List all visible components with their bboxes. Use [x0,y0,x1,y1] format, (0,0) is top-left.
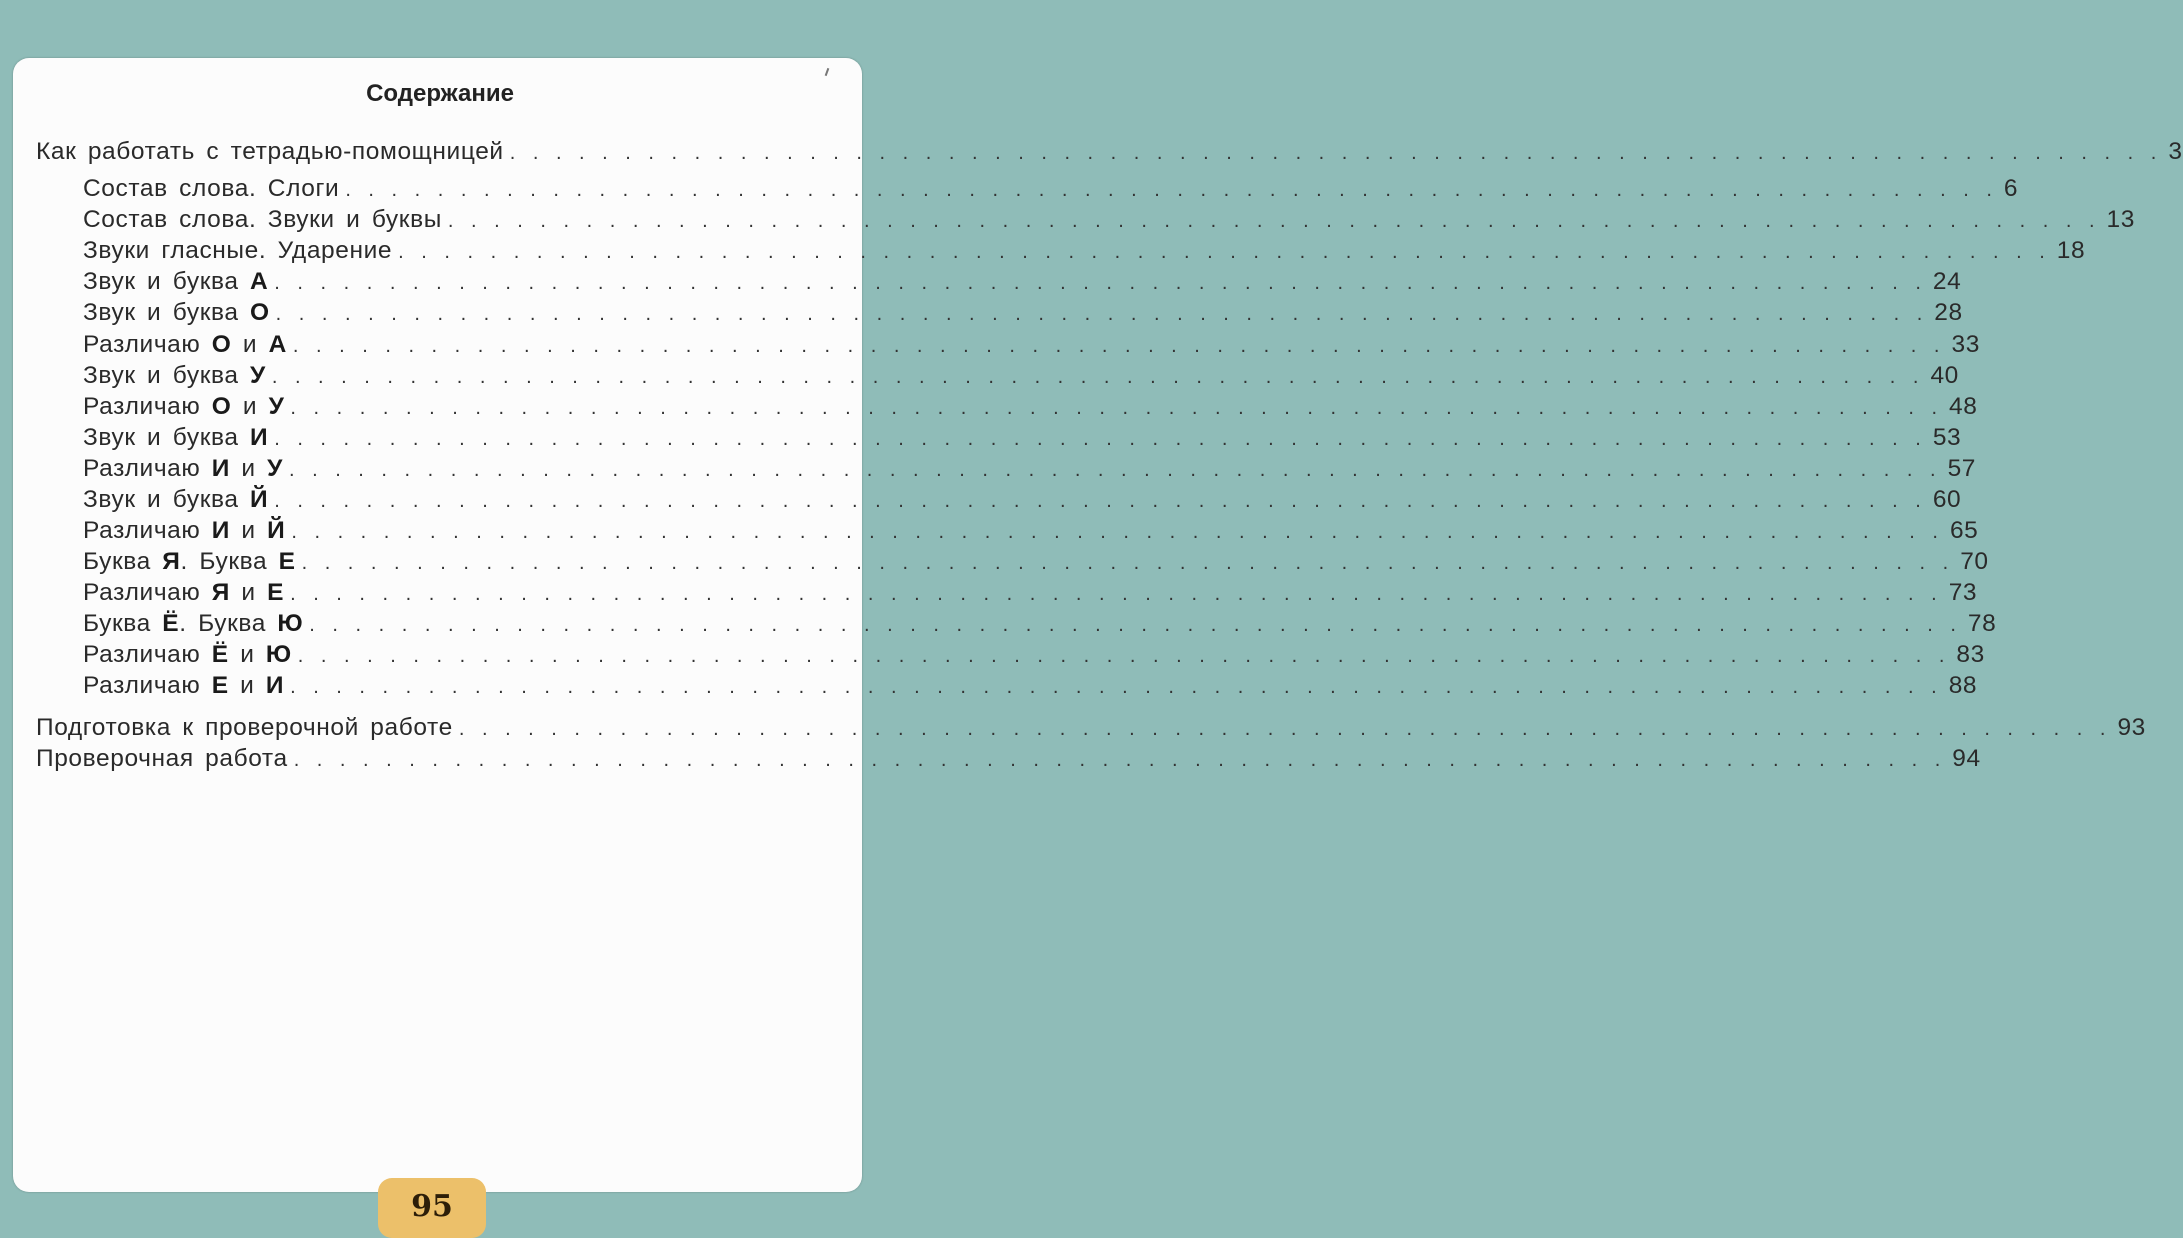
toc-entry [83,237,2086,265]
toc-page-number: 60 [1932,486,1962,513]
toc-text: и [228,641,266,668]
toc-text: Различаю [83,331,212,358]
toc-entry-title [83,331,287,359]
toc-page-number: 3 [2168,138,2183,165]
toc-letter: Е [211,672,229,699]
toc-page-number: 73 [1948,579,1978,606]
toc-page-number: 28 [1934,299,1963,326]
toc-text: Различаю [83,579,212,606]
toc-letter: И [211,455,231,482]
toc-page-number: 94 [1952,745,1981,772]
toc-letter: О [249,299,270,326]
toc-entry-title [83,175,339,203]
toc-page-number: 57 [1947,455,1977,482]
toc-entry-title [83,548,296,576]
toc-entry [83,455,1977,483]
toc-text: и [231,331,269,358]
toc-text: Различаю [83,393,212,420]
toc-text: Звук и буква [83,424,250,451]
toc-letter: Й [249,486,269,513]
page-title: Содержание [366,80,514,107]
toc-text: . Буква [180,548,279,575]
toc-entry-title [36,745,288,773]
toc-page-number: 93 [2117,714,2146,741]
toc-leader-dots: . . . . . . . . . . . . . . . . . . . . . . . . . . . . . . . . . . . . . . . . . . . . . . . . . . . . . . . . . . . . . . . . . . . . . . . . [290,676,1943,698]
toc-page-number: 70 [1960,548,1989,575]
toc-entry [36,745,1981,773]
toc-letter: О [211,331,232,358]
toc-text: Звуки гласные. Ударение [83,237,393,264]
toc-text: Подготовка к проверочной работе [36,714,453,741]
toc-entry [83,548,1989,576]
toc-entry-title [83,393,284,421]
toc-text: Звук и буква [83,486,250,513]
toc-text: Состав слова. Звуки и буквы [83,206,442,233]
toc-entry-title [83,206,442,234]
toc-leader-dots: . . . . . . . . . . . . . . . . . . . . . . . . . . . . . . . . . . . . . . . . . . . . . . . . . . . . . . . . . . . . . . . . . . . . . . . . [293,749,1947,771]
toc-page-number: 6 [2003,175,2019,202]
toc-entry [83,517,1979,545]
toc-text: Звук и буква [83,268,250,295]
toc-letter: Ю [265,641,292,668]
toc-leader-dots: . . . . . . . . . . . . . . . . . . . . . . . . . . . . . . . . . . . . . . . . . . . . . . . . . . . . . . . . . . . . . . . . . . . . . . . . [274,490,1927,512]
toc-entry-title [83,641,292,669]
toc-text: Проверочная работа [36,745,288,772]
toc-entry [83,486,1962,514]
toc-text: и [230,517,268,544]
toc-entry-title [83,486,268,514]
toc-entry [83,299,1963,327]
toc-entry-title [83,579,284,607]
toc-leader-dots: . . . . . . . . . . . . . . . . . . . . . . . . . . . . . . . . . . . . . . . . . . . . . . . . . . . . . . . . . . . . . . . . . . . . . . . . [458,718,2112,740]
toc-text: Различаю [83,672,212,699]
toc-entry-title [83,299,270,327]
page-number-badge: 95 [378,1178,486,1238]
toc-entry [83,672,1978,700]
toc-entry-title [83,362,266,390]
toc-letter: Я [162,548,181,575]
toc-leader-dots: . . . . . . . . . . . . . . . . . . . . . . . . . . . . . . . . . . . . . . . . . . . . . . . . . . . . . . . . . . . . . . . . . . . . . . . . [398,241,2051,263]
toc-page-number: 78 [1967,610,1997,637]
toc-entry [83,393,1978,421]
toc-entry [83,362,1959,390]
toc-entry [36,138,2183,166]
toc-letter: А [249,268,269,295]
toc-letter: Ё [162,610,180,637]
toc-text: Различаю [83,517,212,544]
toc-entry [83,206,2135,234]
toc-leader-dots: . . . . . . . . . . . . . . . . . . . . . . . . . . . . . . . . . . . . . . . . . . . . . . . . . . . . . . . . . . . . . . . . . . . . . . . . [274,428,1927,450]
toc-entry [83,610,1997,638]
toc-page-number: 33 [1951,331,1980,358]
toc-letter: У [268,393,285,420]
toc-entry [83,641,1985,669]
toc-leader-dots: . . . . . . . . . . . . . . . . . . . . . . . . . . . . . . . . . . . . . . . . . . . . . . . . . . . . . . . . . . . . . . . . . . . . . . . . [309,614,1962,636]
toc-letter: Е [278,548,296,575]
toc-page-number: 83 [1956,641,1985,668]
toc-letter: И [265,672,285,699]
toc-leader-dots: . . . . . . . . . . . . . . . . . . . . . . . . . . . . . . . . . . . . . . . . . . . . . . . . . . . . . . . . . . . . . . . . . . . . . . . . [290,397,1944,419]
toc-entry-title [83,237,392,265]
toc-entry-title [36,138,504,166]
toc-text: . Буква [179,610,278,637]
toc-page-number: 65 [1949,517,1979,544]
toc-page-number: 40 [1930,362,1959,389]
toc-text: Звук и буква [83,362,250,389]
toc-leader-dots: . . . . . . . . . . . . . . . . . . . . . . . . . . . . . . . . . . . . . . . . . . . . . . . . . . . . . . . . . . . . . . . . . . . . . . . . [509,142,2163,164]
toc-letter: У [249,362,266,389]
toc-letter: Ю [277,610,304,637]
toc-leader-dots: . . . . . . . . . . . . . . . . . . . . . . . . . . . . . . . . . . . . . . . . . . . . . . . . . . . . . . . . . . . . . . . . . . . . . . . . [297,645,1951,667]
toc-entry [83,331,1980,359]
toc-text: Звук и буква [83,299,250,326]
toc-letter: Ё [211,641,229,668]
toc-letter: Й [267,517,286,544]
toc-entry-title [36,714,453,742]
toc-leader-dots: . . . . . . . . . . . . . . . . . . . . . . . . . . . . . . . . . . . . . . . . . . . . . . . . . . . . . . . . . . . . . . . . . . . . . . . . [291,521,1944,543]
toc-text: Различаю [83,641,212,668]
toc-letter: О [211,393,232,420]
toc-entry-title [83,455,283,483]
toc-leader-dots: . . . . . . . . . . . . . . . . . . . . . . . . . . . . . . . . . . . . . . . . . . . . . . . . . . . . . . . . . . . . . . . . . . . . . . . . [290,583,1943,605]
toc-page-number: 88 [1948,672,1978,699]
toc-leader-dots: . . . . . . . . . . . . . . . . . . . . . . . . . . . . . . . . . . . . . . . . . . . . . . . . . . . . . . . . . . . . . . . . . . . . . . . . [275,303,1929,325]
toc-leader-dots: . . . . . . . . . . . . . . . . . . . . . . . . . . . . . . . . . . . . . . . . . . . . . . . . . . . . . . . . . . . . . . . . . . . . . . . . [274,272,1927,294]
toc-entry-title [83,517,285,545]
toc-leader-dots: . . . . . . . . . . . . . . . . . . . . . . . . . . . . . . . . . . . . . . . . . . . . . . . . . . . . . . . . . . . . . . . . . . . . . . . . [447,210,2101,232]
toc-leader-dots: . . . . . . . . . . . . . . . . . . . . . . . . . . . . . . . . . . . . . . . . . . . . . . . . . . . . . . . . . . . . . . . . . . . . . . . . [288,459,1942,481]
toc-entry [36,714,2146,742]
toc-text: и [230,455,268,482]
toc-page-number: 53 [1932,424,1962,451]
toc-text: Различаю [83,455,212,482]
toc-letter: И [249,424,269,451]
toc-leader-dots: . . . . . . . . . . . . . . . . . . . . . . . . . . . . . . . . . . . . . . . . . . . . . . . . . . . . . . . . . . . . . . . . . . . . . . . . [301,552,1955,574]
toc-letter: У [267,455,283,482]
toc-page-number: 18 [2056,237,2086,264]
toc-letter: А [268,331,287,358]
toc-entry-title [83,424,268,452]
toc-entry-title [83,268,268,296]
toc-page-number: 48 [1949,393,1978,420]
toc-text: Состав слова. Слоги [83,175,340,202]
toc-text: и [228,672,266,699]
toc-text: Буква [83,548,163,575]
toc-text: и [230,579,268,606]
toc-entry [83,175,2019,203]
toc-entry [83,579,1978,607]
toc-entry-title [83,610,303,638]
toc-entry [83,268,1962,296]
toc-letter: И [211,517,231,544]
toc-leader-dots: . . . . . . . . . . . . . . . . . . . . . . . . . . . . . . . . . . . . . . . . . . . . . . . . . . . . . . . . . . . . . . . . . . . . . . . . [271,366,1925,388]
toc-text: Как работать с тетрадью-помощницей [36,138,504,165]
toc-leader-dots: . . . . . . . . . . . . . . . . . . . . . . . . . . . . . . . . . . . . . . . . . . . . . . . . . . . . . . . . . . . . . . . . . . . . . . . . [345,179,1998,201]
toc-text: Буква [83,610,163,637]
toc-entry [83,424,1962,452]
toc-text: и [231,393,269,420]
toc-page-number: 24 [1932,268,1962,295]
toc-letter: Я [211,579,231,606]
toc-leader-dots: . . . . . . . . . . . . . . . . . . . . . . . . . . . . . . . . . . . . . . . . . . . . . . . . . . . . . . . . . . . . . . . . . . . . . . . . [292,335,1946,357]
toc-entry-title [83,672,284,700]
toc-page-number: 13 [2106,206,2135,233]
toc-letter: Е [267,579,285,606]
